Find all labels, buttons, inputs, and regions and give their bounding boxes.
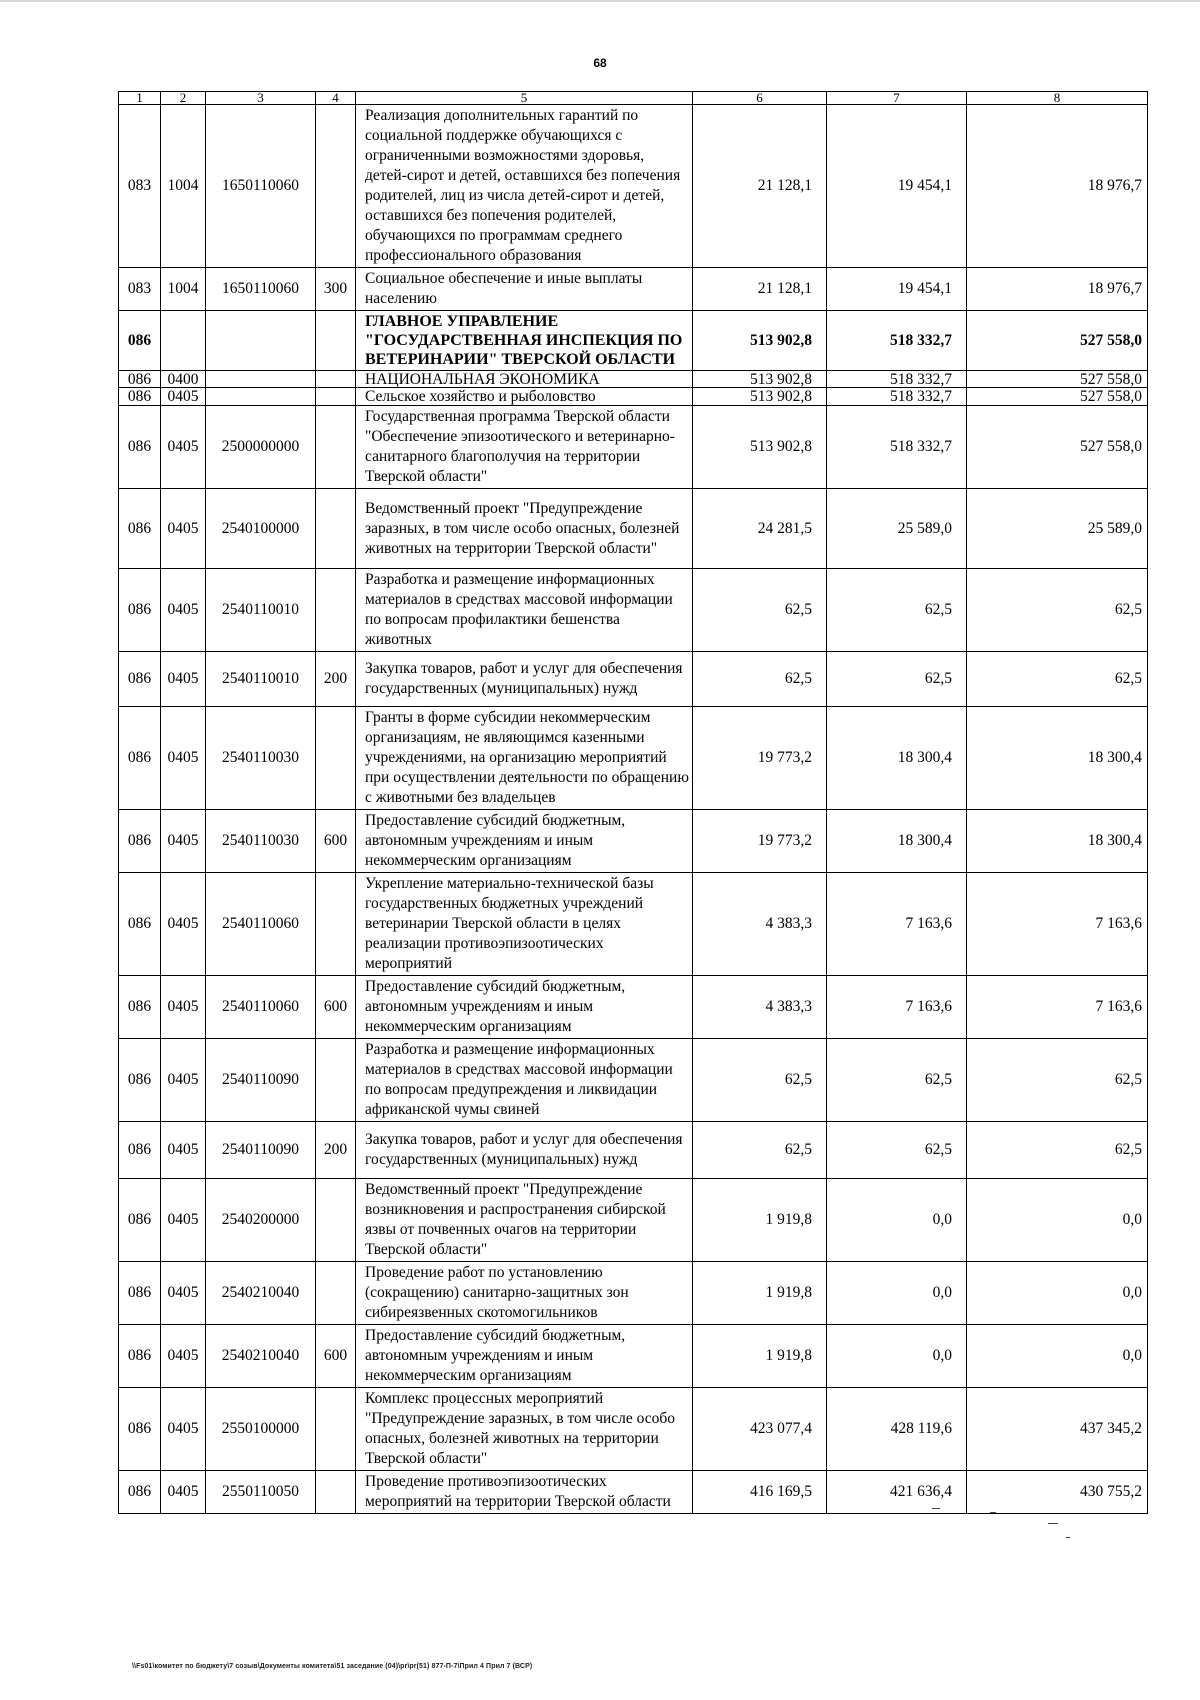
amount-year3-cell: 25 589,0 [967, 489, 1148, 569]
admin-code-cell: 086 [119, 388, 161, 406]
amount-year3-cell: 527 558,0 [967, 311, 1148, 371]
amount-year1-cell: 24 281,5 [693, 489, 827, 569]
file-path-footer: \\Fs01\комитет по бюджету\7 созыв\Документы комитета\51 заседание (04)\pr\pr(51) 877-П-7\Прил 4 Прил 7 (ВСР) [132, 1663, 533, 1670]
table-row [119, 652, 1148, 707]
description-cell: Предоставление субсидий бюджетным, автономным учреждениям и иным некоммерческим организациям [356, 976, 693, 1039]
admin-code-cell: 086 [119, 1179, 161, 1262]
description-cell: Укрепление материально-технической базы государственных бюджетных учреждений ветеринарии Тверской области в целях реализации противоэпизоотических мероприятий [356, 873, 693, 976]
expense-type-cell [316, 371, 356, 388]
column-header: 4 [316, 92, 356, 105]
amount-year1-cell: 62,5 [693, 1122, 827, 1179]
target-article-cell: 2540110090 [206, 1039, 316, 1122]
admin-code-cell: 086 [119, 489, 161, 569]
target-article-cell: 2540200000 [206, 1179, 316, 1262]
section-code-cell: 0405 [161, 1471, 206, 1514]
expense-type-cell: 600 [316, 1325, 356, 1388]
expense-type-cell [316, 311, 356, 371]
column-header: 3 [206, 92, 316, 105]
amount-year2-cell: 518 332,7 [827, 388, 967, 406]
table-row [119, 569, 1148, 652]
expense-type-cell [316, 1262, 356, 1325]
column-header: 7 [827, 92, 967, 105]
section-code-cell: 0405 [161, 976, 206, 1039]
target-article-cell [206, 311, 316, 371]
table-row [119, 1471, 1148, 1514]
amount-year3-cell: 7 163,6 [967, 976, 1148, 1039]
amount-year3-cell: 18 300,4 [967, 707, 1148, 810]
amount-year2-cell: 62,5 [827, 1122, 967, 1179]
amount-year2-cell: 518 332,7 [827, 311, 967, 371]
amount-year2-cell: 428 119,6 [827, 1388, 967, 1471]
target-article-cell: 2540110090 [206, 1122, 316, 1179]
section-code-cell: 0405 [161, 1179, 206, 1262]
admin-code-cell: 086 [119, 810, 161, 873]
target-article-cell: 1650110060 [206, 268, 316, 311]
scan-speck [1048, 1523, 1058, 1524]
section-code-cell: 0405 [161, 1325, 206, 1388]
description-cell: Ведомственный проект "Предупреждение заразных, в том числе особо опасных, болезней животных на территории Тверской области" [356, 489, 693, 569]
admin-code-cell: 083 [119, 105, 161, 268]
section-code-cell: 0405 [161, 873, 206, 976]
expense-type-cell [316, 569, 356, 652]
expense-type-cell: 300 [316, 268, 356, 311]
amount-year3-cell: 527 558,0 [967, 388, 1148, 406]
column-header-row [119, 92, 1148, 105]
description-cell: Сельское хозяйство и рыболовство [356, 388, 693, 406]
amount-year3-cell: 527 558,0 [967, 406, 1148, 489]
admin-code-cell: 086 [119, 311, 161, 371]
amount-year1-cell: 62,5 [693, 569, 827, 652]
table-row [119, 105, 1148, 268]
section-code-cell: 0405 [161, 569, 206, 652]
amount-year1-cell: 513 902,8 [693, 388, 827, 406]
description-cell: Государственная программа Тверской области "Обеспечение эпизоотического и ветеринарно-санитарного благополучия на территории Тверской области" [356, 406, 693, 489]
description-cell: Разработка и размещение информационных материалов в средствах массовой информации по вопросам профилактики бешенства животных [356, 569, 693, 652]
target-article-cell [206, 388, 316, 406]
description-cell: Проведение противоэпизоотических мероприятий на территории Тверской области [356, 1471, 693, 1514]
section-code-cell: 0405 [161, 707, 206, 810]
target-article-cell: 2540210040 [206, 1325, 316, 1388]
amount-year1-cell: 1 919,8 [693, 1325, 827, 1388]
amount-year1-cell: 21 128,1 [693, 105, 827, 268]
target-article-cell: 2540100000 [206, 489, 316, 569]
description-cell: Закупка товаров, работ и услуг для обеспечения государственных (муниципальных) нужд [356, 1122, 693, 1179]
description-cell: Проведение работ по установлению (сокращению) санитарно-защитных зон сибиреязвенных скотомогильников [356, 1262, 693, 1325]
admin-code-cell: 086 [119, 707, 161, 810]
amount-year3-cell: 62,5 [967, 1122, 1148, 1179]
section-code-cell: 0405 [161, 1122, 206, 1179]
description-cell: Комплекс процессных мероприятий "Предупреждение заразных, в том числе особо опасных, болезней животных на территории Тверской области" [356, 1388, 693, 1471]
section-code-cell: 0405 [161, 810, 206, 873]
description-cell: Предоставление субсидий бюджетным, автономным учреждениям и иным некоммерческим организациям [356, 810, 693, 873]
description-cell: НАЦИОНАЛЬНАЯ ЭКОНОМИКА [356, 371, 693, 388]
admin-code-cell: 086 [119, 371, 161, 388]
target-article-cell: 2500000000 [206, 406, 316, 489]
description-cell: Предоставление субсидий бюджетным, автономным учреждениям и иным некоммерческим организациям [356, 1325, 693, 1388]
amount-year1-cell: 4 383,3 [693, 873, 827, 976]
amount-year2-cell: 0,0 [827, 1179, 967, 1262]
table-row [119, 1262, 1148, 1325]
amount-year1-cell: 62,5 [693, 1039, 827, 1122]
table-row [119, 873, 1148, 976]
amount-year2-cell: 19 454,1 [827, 268, 967, 311]
amount-year2-cell: 62,5 [827, 1039, 967, 1122]
target-article-cell: 1650110060 [206, 105, 316, 268]
amount-year2-cell: 518 332,7 [827, 406, 967, 489]
table-row [119, 707, 1148, 810]
section-code-cell: 0405 [161, 406, 206, 489]
column-header: 2 [161, 92, 206, 105]
expense-type-cell [316, 1471, 356, 1514]
description-cell: ГЛАВНОЕ УПРАВЛЕНИЕ "ГОСУДАРСТВЕННАЯ ИНСПЕКЦИЯ ПО ВЕТЕРИНАРИИ" ТВЕРСКОЙ ОБЛАСТИ [356, 311, 693, 371]
table-row [119, 1388, 1148, 1471]
expense-type-cell [316, 388, 356, 406]
amount-year2-cell: 19 454,1 [827, 105, 967, 268]
amount-year1-cell: 1 919,8 [693, 1262, 827, 1325]
amount-year2-cell: 0,0 [827, 1325, 967, 1388]
expense-type-cell: 600 [316, 976, 356, 1039]
admin-code-cell: 086 [119, 1039, 161, 1122]
description-cell: Гранты в форме субсидии некоммерческим организациям, не являющимся казенными учреждениями, на организацию мероприятий при осуществлении деятельности по обращению с животными без владельцев [356, 707, 693, 810]
amount-year2-cell: 62,5 [827, 652, 967, 707]
expense-type-cell [316, 1039, 356, 1122]
description-cell: Закупка товаров, работ и услуг для обеспечения государственных (муниципальных) нужд [356, 652, 693, 707]
amount-year3-cell: 437 345,2 [967, 1388, 1148, 1471]
amount-year3-cell: 18 976,7 [967, 268, 1148, 311]
section-code-cell: 0405 [161, 1039, 206, 1122]
table-row [119, 311, 1148, 371]
section-code-cell: 0405 [161, 1388, 206, 1471]
amount-year1-cell: 19 773,2 [693, 707, 827, 810]
target-article-cell: 2540110010 [206, 569, 316, 652]
top-border [0, 0, 1200, 2]
admin-code-cell: 086 [119, 976, 161, 1039]
expense-type-cell [316, 105, 356, 268]
target-article-cell: 2550100000 [206, 1388, 316, 1471]
section-code-cell: 0405 [161, 489, 206, 569]
admin-code-cell: 086 [119, 652, 161, 707]
expense-type-cell [316, 707, 356, 810]
target-article-cell: 2540110030 [206, 810, 316, 873]
amount-year2-cell: 18 300,4 [827, 707, 967, 810]
table-row [119, 1122, 1148, 1179]
amount-year3-cell: 527 558,0 [967, 371, 1148, 388]
admin-code-cell: 086 [119, 406, 161, 489]
description-cell: Ведомственный проект "Предупреждение возникновения и распространения сибирской язвы от почвенных очагов на территории Тверской области" [356, 1179, 693, 1262]
amount-year3-cell: 7 163,6 [967, 873, 1148, 976]
budget-table [118, 91, 1148, 1514]
scan-speck [932, 1508, 940, 1509]
amount-year1-cell: 1 919,8 [693, 1179, 827, 1262]
section-code-cell: 0400 [161, 371, 206, 388]
expense-type-cell [316, 406, 356, 489]
column-header: 1 [119, 92, 161, 105]
admin-code-cell: 086 [119, 1122, 161, 1179]
section-code-cell: 1004 [161, 268, 206, 311]
section-code-cell [161, 311, 206, 371]
amount-year3-cell: 62,5 [967, 652, 1148, 707]
expense-type-cell: 200 [316, 1122, 356, 1179]
target-article-cell: 2540110060 [206, 873, 316, 976]
table-row [119, 976, 1148, 1039]
amount-year3-cell: 0,0 [967, 1325, 1148, 1388]
amount-year1-cell: 416 169,5 [693, 1471, 827, 1514]
table-row [119, 1179, 1148, 1262]
page-number: 68 [593, 56, 607, 70]
target-article-cell: 2550110050 [206, 1471, 316, 1514]
expense-type-cell: 600 [316, 810, 356, 873]
target-article-cell: 2540110060 [206, 976, 316, 1039]
scan-speck [990, 1512, 996, 1513]
column-header: 5 [356, 92, 693, 105]
amount-year2-cell: 518 332,7 [827, 371, 967, 388]
amount-year1-cell: 21 128,1 [693, 268, 827, 311]
expense-type-cell [316, 1179, 356, 1262]
table-row [119, 489, 1148, 569]
admin-code-cell: 086 [119, 1262, 161, 1325]
amount-year2-cell: 7 163,6 [827, 976, 967, 1039]
description-cell: Реализация дополнительных гарантий по социальной поддержке обучающихся с ограниченными возможностями здоровья, детей-сирот и детей, оставшихся без попечения родителей, лиц из числа детей-сирот и детей, оставшихся без попечения родителей, обучающихся по программам среднего профессионального образования [356, 105, 693, 268]
admin-code-cell: 086 [119, 569, 161, 652]
amount-year3-cell: 0,0 [967, 1179, 1148, 1262]
admin-code-cell: 086 [119, 1471, 161, 1514]
amount-year2-cell: 7 163,6 [827, 873, 967, 976]
expense-type-cell [316, 1388, 356, 1471]
target-article-cell: 2540110010 [206, 652, 316, 707]
section-code-cell: 0405 [161, 388, 206, 406]
section-code-cell: 0405 [161, 652, 206, 707]
amount-year1-cell: 62,5 [693, 652, 827, 707]
table-row [119, 268, 1148, 311]
amount-year1-cell: 513 902,8 [693, 311, 827, 371]
table-row [119, 406, 1148, 489]
amount-year3-cell: 18 300,4 [967, 810, 1148, 873]
amount-year3-cell: 18 976,7 [967, 105, 1148, 268]
table-row [119, 1325, 1148, 1388]
table-row [119, 371, 1148, 388]
table-row [119, 388, 1148, 406]
amount-year1-cell: 513 902,8 [693, 406, 827, 489]
section-code-cell: 0405 [161, 1262, 206, 1325]
amount-year2-cell: 421 636,4 [827, 1471, 967, 1514]
expense-type-cell: 200 [316, 652, 356, 707]
table-row [119, 1039, 1148, 1122]
amount-year3-cell: 62,5 [967, 569, 1148, 652]
amount-year2-cell: 0,0 [827, 1262, 967, 1325]
admin-code-cell: 086 [119, 1388, 161, 1471]
table-row [119, 810, 1148, 873]
column-header: 8 [967, 92, 1148, 105]
amount-year1-cell: 423 077,4 [693, 1388, 827, 1471]
scan-speck [1066, 1537, 1070, 1538]
amount-year2-cell: 62,5 [827, 569, 967, 652]
description-cell: Социальное обеспечение и иные выплаты населению [356, 268, 693, 311]
amount-year1-cell: 19 773,2 [693, 810, 827, 873]
target-article-cell [206, 371, 316, 388]
admin-code-cell: 086 [119, 1325, 161, 1388]
amount-year3-cell: 62,5 [967, 1039, 1148, 1122]
amount-year1-cell: 513 902,8 [693, 371, 827, 388]
amount-year2-cell: 25 589,0 [827, 489, 967, 569]
admin-code-cell: 083 [119, 268, 161, 311]
amount-year2-cell: 18 300,4 [827, 810, 967, 873]
amount-year1-cell: 4 383,3 [693, 976, 827, 1039]
amount-year3-cell: 430 755,2 [967, 1471, 1148, 1514]
amount-year3-cell: 0,0 [967, 1262, 1148, 1325]
target-article-cell: 2540210040 [206, 1262, 316, 1325]
section-code-cell: 1004 [161, 105, 206, 268]
expense-type-cell [316, 489, 356, 569]
expense-type-cell [316, 873, 356, 976]
target-article-cell: 2540110030 [206, 707, 316, 810]
admin-code-cell: 086 [119, 873, 161, 976]
column-header: 6 [693, 92, 827, 105]
description-cell: Разработка и размещение информационных материалов в средствах массовой информации по вопросам предупреждения и ликвидации африканской чумы свиней [356, 1039, 693, 1122]
